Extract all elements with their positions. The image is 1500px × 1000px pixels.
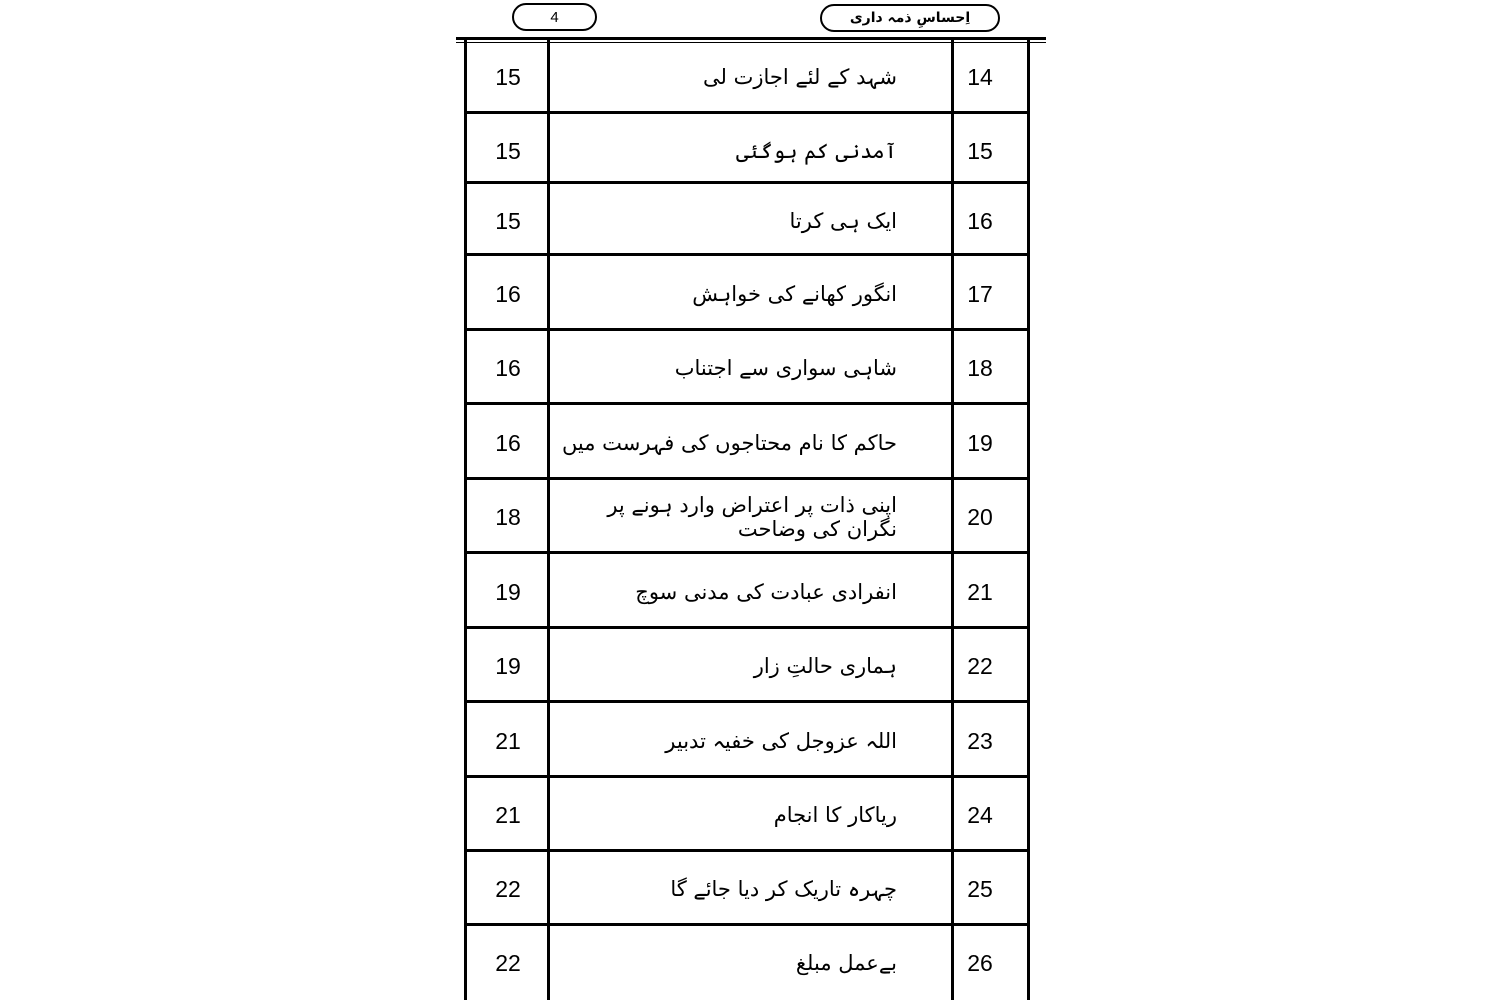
table-row — [464, 40, 1030, 114]
row-title: انفرادی عبادت کی مدنی سوچ — [635, 580, 897, 604]
row-serial-number: 18 — [967, 354, 993, 381]
table-row — [464, 257, 1030, 331]
book-title-badge: اِحساسِ ذمہ داری — [820, 4, 1000, 32]
row-title: شہد کے لئے اجازت لی — [703, 65, 897, 89]
row-divider — [464, 253, 1030, 256]
row-title: آمدنی کم ہوگئی — [735, 139, 897, 163]
row-divider — [464, 402, 1030, 405]
row-page-number: 21 — [495, 801, 521, 828]
row-page-number: 16 — [495, 354, 521, 381]
table-row — [464, 406, 1030, 480]
row-serial-number: 20 — [967, 503, 993, 530]
row-title: ہماری حالتِ زار — [753, 654, 897, 678]
table-row — [464, 704, 1030, 778]
table-row — [464, 331, 1030, 405]
table-row — [464, 555, 1030, 629]
row-serial-number: 25 — [967, 875, 993, 902]
row-serial-number: 22 — [967, 652, 993, 679]
row-page-number: 15 — [495, 137, 521, 164]
table-row — [464, 480, 1030, 554]
row-serial-number: 16 — [967, 207, 993, 234]
row-title: شاہی سواری سے اجتناب — [674, 356, 897, 380]
row-page-number: 15 — [495, 63, 521, 90]
row-page-number: 22 — [495, 875, 521, 902]
row-title: ریاکار کا انجام — [773, 803, 897, 827]
row-page-number: 22 — [495, 949, 521, 976]
row-page-number: 19 — [495, 578, 521, 605]
row-serial-number: 17 — [967, 280, 993, 307]
row-title: ایک ہی کرتا — [789, 209, 897, 233]
row-serial-number: 23 — [967, 727, 993, 754]
row-serial-number: 21 — [967, 578, 993, 605]
row-serial-number: 14 — [967, 63, 993, 90]
row-page-number: 19 — [495, 652, 521, 679]
table-row — [464, 852, 1030, 926]
row-title: چہرہ تاریک کر دیا جائے گا — [670, 877, 897, 901]
row-serial-number: 24 — [967, 801, 993, 828]
table-of-contents — [464, 40, 1030, 1000]
row-title: حاکم کا نام محتاجوں کی فہرست میں — [561, 431, 897, 455]
row-title: انگور کھانے کی خواہش — [692, 282, 897, 306]
table-row — [464, 184, 1030, 258]
row-page-number: 15 — [495, 207, 521, 234]
row-title: اپنی ذات پر اعتراض وارد ہونے پر نگران کی وضاحت — [607, 493, 897, 541]
row-divider — [464, 551, 1030, 554]
row-page-number: 18 — [495, 503, 521, 530]
table-row — [464, 114, 1030, 188]
row-page-number: 21 — [495, 727, 521, 754]
table-row — [464, 926, 1030, 1000]
table-row — [464, 778, 1030, 852]
row-serial-number: 19 — [967, 429, 993, 456]
row-title: اللہ عزوجل کی خفیہ تدبیر — [665, 729, 897, 753]
row-title: بےعمل مبلغ — [795, 951, 897, 975]
row-divider — [464, 700, 1030, 703]
page-number-badge: 4 — [512, 3, 597, 31]
row-page-number: 16 — [495, 280, 521, 307]
row-serial-number: 26 — [967, 949, 993, 976]
row-page-number: 16 — [495, 429, 521, 456]
table-row — [464, 629, 1030, 703]
row-serial-number: 15 — [967, 137, 993, 164]
